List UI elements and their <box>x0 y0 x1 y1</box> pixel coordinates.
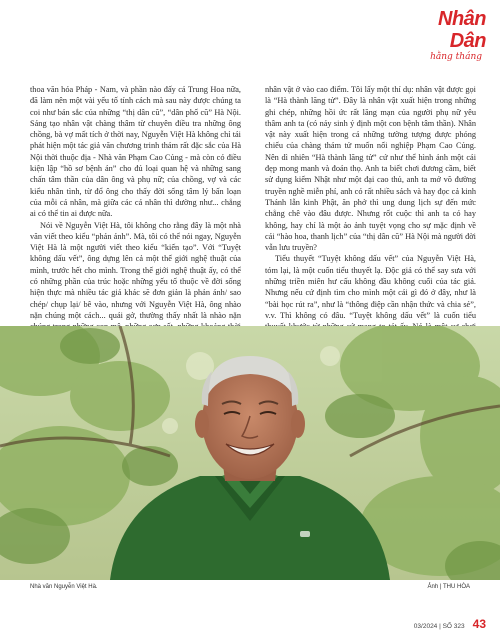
article-paragraph: thoa văn hóa Pháp - Nam, và phần nào đấy cả Trung Hoa nữa, đã làm nên một vài yếu tố tính cách mà sau này được chúng ta coi như bản sắc của những “thị dân cũ”, “dân phố cũ” Hà Nội. Sáng tạo nhân vật chàng thâm từ chuyên điều tra những ông chồng, bà vợ mất tích ở thời nay, Nguyễn Việt Hà không chỉ tái phát hiện một tác giả văn chương trinh thám rất đặc sắc của Hà Nội thời thuộc địa - Nhà văn Phạm Cao Củng - mà còn có điều kiện lập “hồ sơ bệnh án” cho đủ loại quan hệ và những sang chấn tâm thần của dân ông và phụ nữ; của chồng, vợ và các kiểu nhân tình, từ đổ ông cho thấy đời sống tâm lý bấn loạn của mỗi cá nhân, mà giữa các cá nhân thì dường như... chẳng ai có thể tin ai được nữa. <box>30 85 241 219</box>
photo-credit: Ảnh | THU HÒA <box>427 584 470 590</box>
article-paragraph: nhân vật ở vào cao điểm. Tôi lấy một thí dụ: nhân vật được gọi là “Hà thành lãng tử”. Đây là nhân vật xuất hiện trong những ghi chép, những hồi ức rất lăng mạn của người phụ nữ yêu thâm anh ta (có nảy sinh ý định một con bệnh tâm thần). Nhân vật này xuất hiện trong cả những tường tượng được phóng chiếu của chàng thám tử muốn nối nghiệp Phạm Cao Củng. Nên dì nhiên “Hà thành lãng tử” cứ như thể hình ảnh một cái đẹp mong manh và đoản thọ. Anh ta biết chơi đương cầm, biết sử dụng kiếm Nhật như một đại cao thủ, anh ta mở võ đường truyền nghề miễn phí, anh có rất nhiều sách và hay đọc cả kinh Thánh lẫn kinh Phật, ăn phở thì ung dung lịch sự đến mức chẳng chê vào đâu được. Nhưng rốt cuộc thì anh ta có hay không, hay chỉ là một ảo ảnh tuyệt vọng cho sự mặc định về cái “hào hoa, thanh lịch” của “thị dân cũ” Hà Nội mà người đời vẫn lưu truyền? <box>265 85 476 253</box>
article-paragraph: Tiểu thuyết “Tuyệt không dấu vết” của Nguyễn Việt Hà, tóm lại, là một cuốn tiểu thuyết lạ. Độc giả có thể say sưa với những triền miên hư cấu không đầu không cuối của tác giả. Nhưng nếu cứ định tìm cho mình một cái gì đó ở đây, như là “bài học rút ra”, như là “thông điệp cần nhận thức và chia sẻ”, v.v. Thì không có đâu. “Tuyệt không dấu vết” là cuốn tiểu <box>265 254 476 320</box>
article-column-left <box>30 84 241 344</box>
article-column-right <box>265 84 476 344</box>
logo-title: Nhân Dân <box>438 8 486 52</box>
page-number: 43 <box>472 617 486 631</box>
author-portrait-illustration <box>0 326 500 580</box>
logo-subtitle: hằng tháng <box>430 52 482 62</box>
photo-caption: Nhà văn Nguyễn Việt Hà. <box>30 584 98 590</box>
masthead-logo <box>404 8 486 62</box>
issue-label: 03/2024 | SỐ 323 <box>413 623 465 630</box>
author-photo <box>0 326 500 580</box>
article-paragraph: Nói về Nguyễn Việt Hà, tôi không cho rằng đây là một nhà văn viết theo kiểu “phản ánh”. Mà, tôi có thể nói ngay, Nguyễn Việt Hà là một người viết theo kiểu “kiến tạo”. Với “Tuyệt không dấu vết”, ông dựng lên cả một thế giới nghệ thuật của mình, trước hết cho mình. Trong thế giới nghệ thuật ấy, có thể có những phần của trúc hoặc những yếu tố thuộc về đời sống hiện thực mà nhiều tác giả khác sẽ đơn giản là phản ánh/ sao chép/ chụp lại/ bê vào, nhưng với Nguyễn Việt Hà, ông nhào nặn chúng một cách... quái gở, thường thấy nhất là nhào nặn <box>30 220 241 320</box>
page-footer <box>414 617 486 631</box>
